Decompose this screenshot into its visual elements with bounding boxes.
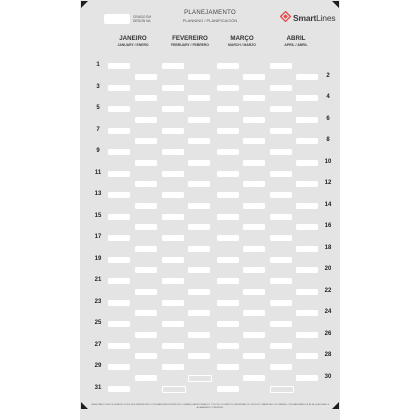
day-slot[interactable] (296, 332, 318, 338)
corner-mark-top-right-icon (332, 1, 339, 8)
day-slot[interactable] (162, 300, 184, 306)
day-slot[interactable] (217, 257, 239, 263)
day-number: 23 (94, 298, 102, 305)
day-slot[interactable] (108, 364, 130, 370)
brand-name-bold: Smart (293, 13, 317, 23)
day-slot[interactable] (108, 321, 130, 327)
day-number: 1 (96, 62, 100, 68)
brand-name-light: Lines (316, 13, 336, 23)
day-number: 26 (324, 330, 332, 337)
day-slot[interactable] (296, 74, 318, 80)
day-number: 7 (96, 126, 100, 133)
day-slot[interactable] (188, 181, 210, 187)
day-slot[interactable] (296, 95, 318, 101)
day-slot[interactable] (108, 386, 130, 392)
day-slot[interactable] (243, 138, 265, 144)
brand-logo (280, 12, 335, 24)
day-slot[interactable] (108, 343, 130, 349)
day-number: 4 (326, 94, 330, 101)
day-slot[interactable] (162, 321, 184, 327)
day-number: 31 (94, 384, 102, 391)
day-slot[interactable] (135, 117, 157, 123)
day-slot[interactable] (135, 289, 157, 295)
day-slot[interactable] (108, 63, 130, 69)
day-slot[interactable] (162, 128, 184, 134)
day-slot[interactable] (217, 149, 239, 155)
day-number: 2 (326, 72, 330, 79)
month-header-january (105, 35, 161, 47)
day-slot[interactable] (162, 214, 184, 220)
brand-name (293, 13, 335, 23)
day-number: 10 (324, 158, 332, 165)
day-number: 25 (94, 320, 102, 326)
day-slot[interactable] (135, 181, 157, 187)
day-slot[interactable] (188, 246, 210, 252)
day-number: 8 (326, 137, 330, 144)
day-slot[interactable] (270, 343, 292, 349)
day-slot[interactable] (296, 246, 318, 252)
day-slot[interactable] (296, 267, 318, 273)
day-slot[interactable] (162, 63, 184, 69)
day-slot[interactable] (108, 85, 130, 91)
day-slot[interactable] (135, 224, 157, 230)
day-slot[interactable] (188, 375, 212, 382)
day-number: 24 (324, 309, 332, 316)
day-number: 29 (94, 363, 102, 369)
day-slot[interactable] (217, 63, 239, 69)
day-slot[interactable] (188, 353, 210, 359)
day-slot[interactable] (108, 214, 130, 220)
day-slot[interactable] (296, 117, 318, 123)
day-slot[interactable] (243, 310, 265, 316)
day-slot[interactable] (135, 332, 157, 338)
day-slot[interactable] (296, 224, 318, 230)
day-slot[interactable] (162, 278, 184, 284)
date-label-line2: DESIGN NA (133, 19, 151, 23)
page-title: PLANEJAMENTO (184, 10, 236, 16)
month-name: JANEIRO (119, 35, 147, 42)
day-slot[interactable] (296, 310, 318, 316)
month-translations: JANUARY / ENERO (117, 43, 149, 47)
day-slot[interactable] (135, 95, 157, 101)
day-slot[interactable] (243, 160, 265, 166)
day-slot[interactable] (188, 332, 210, 338)
day-slot[interactable] (162, 192, 184, 198)
day-number: 11 (94, 169, 102, 176)
day-number: 9 (96, 148, 100, 154)
day-slot[interactable] (270, 63, 292, 69)
day-slot[interactable] (188, 310, 210, 316)
day-slot[interactable] (108, 106, 130, 112)
day-number: 6 (326, 115, 330, 122)
day-slot[interactable] (243, 332, 265, 338)
day-slot[interactable] (296, 353, 318, 359)
day-slot[interactable] (135, 310, 157, 316)
month-translations: MARCH / MARZO (228, 43, 256, 47)
planning-board (80, 0, 340, 420)
month-name: FEVEREIRO (172, 35, 208, 42)
day-number: 21 (94, 277, 102, 283)
day-slot[interactable] (243, 74, 265, 80)
day-slot[interactable] (217, 343, 239, 349)
day-number: 30 (324, 373, 332, 380)
corner-mark-top-left-icon (81, 1, 88, 8)
day-number: 27 (94, 341, 102, 348)
day-slot[interactable] (243, 353, 265, 359)
day-slot[interactable] (162, 257, 184, 263)
day-number: 14 (324, 201, 332, 208)
day-slot[interactable] (162, 149, 184, 155)
day-number: 15 (94, 212, 102, 219)
day-slot[interactable] (270, 300, 292, 306)
day-number: 5 (96, 105, 100, 111)
day-slot[interactable] (108, 278, 130, 284)
day-number: 12 (324, 180, 332, 187)
month-translations: APRIL / ABRIL (284, 43, 308, 47)
day-slot[interactable] (217, 364, 239, 370)
day-slot[interactable] (270, 214, 292, 220)
day-slot[interactable] (162, 106, 184, 112)
day-slot[interactable] (270, 149, 292, 155)
day-slot[interactable] (243, 267, 265, 273)
day-slot[interactable] (270, 106, 292, 112)
day-slot[interactable] (296, 375, 318, 381)
day-number: 19 (94, 255, 102, 262)
day-slot[interactable] (108, 235, 130, 241)
day-slot[interactable] (217, 235, 239, 241)
day-slot[interactable] (270, 171, 292, 177)
day-slot[interactable] (243, 203, 265, 209)
day-number: 13 (94, 191, 102, 197)
day-slot[interactable] (217, 278, 239, 284)
day-slot[interactable] (188, 160, 210, 166)
date-label-line1: CRIADO EM (133, 14, 152, 19)
day-slot[interactable] (135, 353, 157, 359)
day-number: 28 (324, 352, 332, 359)
day-slot[interactable] (296, 203, 318, 209)
day-slot[interactable] (108, 300, 130, 306)
day-slot[interactable] (296, 181, 318, 187)
day-slot[interactable] (270, 85, 292, 91)
day-slot[interactable] (162, 171, 184, 177)
day-slot[interactable] (217, 192, 239, 198)
day-slot[interactable] (296, 289, 318, 295)
day-slot[interactable] (217, 214, 239, 220)
day-slot[interactable] (270, 192, 292, 198)
day-slot[interactable] (243, 375, 265, 381)
day-slot[interactable] (243, 95, 265, 101)
month-header-february (162, 35, 218, 47)
day-slot[interactable] (270, 235, 292, 241)
day-slot[interactable] (108, 171, 130, 177)
day-slot[interactable] (217, 321, 239, 327)
day-number: 3 (96, 83, 100, 90)
month-name: ABRIL (286, 35, 306, 42)
month-translations: FEBRUARY / FEBRERO (170, 43, 210, 47)
day-slot[interactable] (217, 128, 239, 134)
day-number: 22 (324, 287, 332, 294)
day-slot[interactable] (270, 278, 292, 284)
day-slot[interactable] (162, 235, 184, 241)
day-slot[interactable] (188, 267, 210, 273)
day-slot[interactable] (135, 203, 157, 209)
day-slot[interactable] (188, 224, 210, 230)
day-slot[interactable] (188, 117, 210, 123)
day-slot[interactable] (270, 321, 292, 327)
day-slot[interactable] (270, 128, 292, 134)
day-slot[interactable] (108, 192, 130, 198)
day-slot[interactable] (108, 257, 130, 263)
day-slot[interactable] (162, 364, 184, 370)
day-slot[interactable] (135, 267, 157, 273)
day-slot[interactable] (243, 181, 265, 187)
day-slot[interactable] (162, 386, 186, 393)
day-slot[interactable] (135, 375, 157, 381)
day-slot[interactable] (162, 343, 184, 349)
day-slot[interactable] (217, 106, 239, 112)
day-slot[interactable] (188, 203, 210, 209)
day-slot[interactable] (243, 117, 265, 123)
day-slot[interactable] (217, 386, 239, 392)
day-slot[interactable] (217, 85, 239, 91)
fineprint: CADA CAMPO DESTE QUADRO PODE SER PREENCHIDO COM MARCADOR ESPECÍFICO PARA QUADRO BRANCO. TODOS OS DIREITOS RESERVADOS. PRODUTO FABRICADO NO BRASIL COM MATERIAIS DE ALTA QUALIDADE E ACABAMENTO PREMIUM. (90, 404, 330, 409)
day-slot[interactable] (108, 128, 130, 134)
day-number: 20 (324, 266, 332, 273)
day-slot[interactable] (135, 74, 157, 80)
day-slot[interactable] (243, 246, 265, 252)
month-header-march (214, 35, 270, 47)
day-number: 16 (324, 223, 332, 230)
day-number: 17 (94, 234, 102, 240)
day-slot[interactable] (188, 289, 210, 295)
day-slot[interactable] (270, 386, 294, 393)
day-slot[interactable] (243, 289, 265, 295)
day-slot[interactable] (135, 138, 157, 144)
day-slot[interactable] (135, 160, 157, 166)
day-slot[interactable] (296, 160, 318, 166)
day-slot[interactable] (135, 246, 157, 252)
smartlines-logo-icon (280, 9, 291, 27)
page-subtitle: PLANNING / PLANIFICACIÓN (182, 18, 238, 23)
month-name: MARÇO (230, 35, 254, 42)
day-slot[interactable] (296, 138, 318, 144)
day-slot[interactable] (162, 85, 184, 91)
day-slot[interactable] (270, 364, 292, 370)
date-field[interactable] (104, 14, 130, 24)
day-number: 18 (324, 244, 332, 251)
month-header-april (268, 35, 324, 47)
day-slot[interactable] (243, 224, 265, 230)
day-slot[interactable] (188, 138, 210, 144)
day-slot[interactable] (188, 74, 210, 80)
day-slot[interactable] (188, 95, 210, 101)
day-slot[interactable] (217, 171, 239, 177)
day-slot[interactable] (217, 300, 239, 306)
day-slot[interactable] (270, 257, 292, 263)
day-slot[interactable] (108, 149, 130, 155)
